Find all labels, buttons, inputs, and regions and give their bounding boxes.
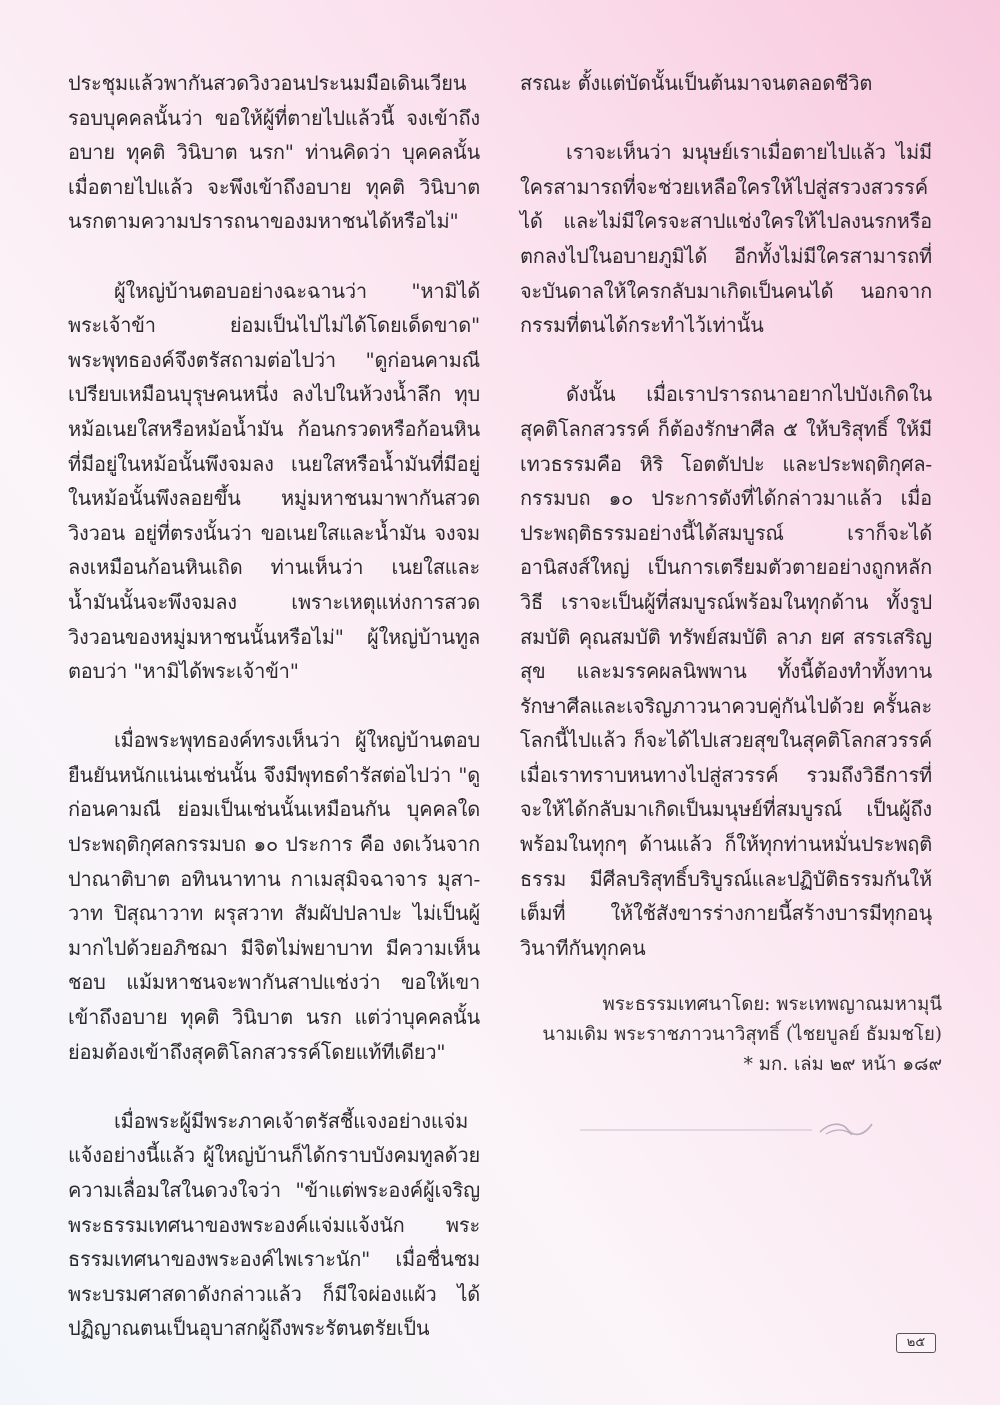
credit-former-name: นามเดิม พระราชภาวนาวิสุทธิ์ (ไชยบูลย์ ธัมมชโย) [542,1024,942,1045]
left-paragraph-2: ผู้ใหญ่บ้านตอบอย่างฉะฉานว่า "หามิได้พระเจ้าข้า ย่อมเป็นไปไม่ได้โดยเด็ดขาด" พระพุทธองค์จึงตรัสถามต่อไปว่า "ดูก่อนคามณี เปรียบเหมือนบุรุษคนหนึ่ง ลงไปในห้วงน้ำลึก ทุบหม้อเนยใสหรือหม้อน้ำมัน ก้อนกรวดหรือก้อนหินที่มีอยู่ในหม้อนั้นพึงจมลง เนยใสหรือน้ำมันที่มีอยู่ในหม้อนั้นพึงลอยขึ้น หมู่มหาชนมาพากันสวดวิงวอน อยู่ที่ตรงนั้นว่า ขอเนยใสและน้ำมัน จงจมลงเหมือนก้อนหินเถิด ท่านเห็นว่า เนยใสและน้ำมันนั้นจะพึงจมลง เพราะเหตุแห่งการสวดวิงวอนของหมู่มหาชนนั้นหรือไม่" ผู้ใหญ่บ้านทูลตอบว่า "หามิได้พระเจ้าข้า" [68,278,480,684]
divider-ornament-icon [580,1110,880,1140]
right-column [520,66,932,1000]
sermon-credit [502,990,942,1080]
page-number: ๒๕ [896,1333,936,1353]
left-paragraph-1: ประชุมแล้วพากันสวดวิงวอนประนมมือเดินเวียนรอบบุคคลนั้นว่า ขอให้ผู้ที่ตายไปแล้วนี้ จงเข้าถึงอบาย ทุคติ วินิบาต นรก" ท่านคิดว่า บุคคลนั้น เมื่อตายไปแล้ว จะพึงเข้าถึงอบาย ทุคติ วินิบาต นรกตามความปรารถนาของมหาชนได้หรือไม่" [68,71,480,234]
left-paragraph-3: เมื่อพระพุทธองค์ทรงเห็นว่า ผู้ใหญ่บ้านตอบยืนยันหนักแน่นเช่นนั้น จึงมีพุทธดำรัสต่อไปว่า "ดูก่อนคามณี ย่อมเป็นเช่นนั้นเหมือนกัน บุคคลใดประพฤติกุศลกรรมบถ ๑๐ ประการ คือ งดเว้นจากปาณาติบาต อทินนาทาน กาเมสุมิจฉาจาร มุสา-วาท ปิสุณาวาท ผรุสวาท สัมผัปปลาปะ ไม่เป็นผู้มากไปด้วยอภิชฌา มีจิตไม่พยาบาท มีความเห็นชอบ แม้มหาชนจะพากันสาปแช่งว่า ขอให้เขาเข้าถึงอบาย ทุคติ วินิบาต นรก แต่ว่าบุคคลนั้น ย่อมต้องเข้าถึงสุคติโลกสวรรค์โดยแท้ทีเดียว" [68,728,480,1064]
right-paragraph-2: เราจะเห็นว่า มนุษย์เราเมื่อตายไปแล้ว ไม่มีใครสามารถที่จะช่วยเหลือใครให้ไปสู่สรวงสวรรค์ได้ และไม่มีใครจะสาปแช่งใครให้ไปลงนรกหรือตกลงไปในอบายภูมิได้ อีกทั้งไม่มีใครสามารถที่จะบันดาลให้ใครกลับมาเกิดเป็นคนได้ นอกจากกรรมที่ตนได้กระทำไว้เท่านั้น [520,140,932,338]
right-paragraph-1: สรณะ ตั้งแต่บัดนั้นเป็นต้นมาจนตลอดชีวิต [520,71,873,95]
credit-source: * มก. เล่ม ๒๙ หน้า ๑๘๙ [743,1054,942,1075]
credit-preacher: พระธรรมเทศนาโดย: พระเทพญาณมหามุนี [602,994,942,1015]
left-column [68,66,480,1381]
left-paragraph-4: เมื่อพระผู้มีพระภาคเจ้าตรัสชี้แจงอย่างแจ่มแจ้งอย่างนี้แล้ว ผู้ใหญ่บ้านก็ได้กราบบังคมทูลด้วยความเลื่อมใสในดวงใจว่า "ข้าแต่พระองค์ผู้เจริญ พระธรรมเทศนาของพระองค์แจ่มแจ้งนัก พระธรรมเทศนาของพระองค์ไพเราะนัก" เมื่อชื่นชมพระบรมศาสดาดังกล่าวแล้ว ก็มีใจผ่องแผ้ว ได้ปฏิญาณตนเป็นอุบาสกผู้ถึงพระรัตนตรัยเป็น [68,1108,480,1341]
right-paragraph-3: ดังนั้น เมื่อเราปรารถนาอยากไปบังเกิดในสุคติโลกสวรรค์ ก็ต้องรักษาศีล ๕ ให้บริสุทธิ์ ให้มีเทวธรรมคือ หิริ โอตตัปปะ และประพฤติกุศล-กรรมบถ ๑๐ ประการดังที่ได้กล่าวมาแล้ว เมื่อประพฤติธรรมอย่างนี้ได้สมบูรณ์ เราก็จะได้อานิสงส์ใหญ่ เป็นการเตรียมตัวตายอย่างถูกหลักวิธี เราจะเป็นผู้ที่สมบูรณ์พร้อมในทุกด้าน ทั้งรูปสมบัติ คุณสมบัติ ทรัพย์สมบัติ ลาภ ยศ สรรเสริญสุข และมรรคผลนิพพาน ทั้งนี้ต้องทำทั้งทาน รักษาศีลและเจริญภาวนาควบคู่กันไปด้วย ครั้นละโลกนี้ไปแล้ว ก็จะได้ไปเสวยสุขในสุคติโลกสวรรค์ เมื่อเราทราบหนทางไปสู่สวรรค์ รวมถึงวิธีการที่จะให้ได้กลับมาเกิดเป็นมนุษย์ที่สมบูรณ์ เป็นผู้ถึงพร้อมในทุกๆ ด้านแล้ว ก็ให้ทุกท่านหมั่นประพฤติธรรม มีศีลบริสุทธิ์บริบูรณ์และปฏิบัติธรรมกันให้เต็มที่ ให้ใช้สังขารร่างกายนี้สร้างบารมีทุกอนุวินาทีกันทุกคน [520,382,932,960]
